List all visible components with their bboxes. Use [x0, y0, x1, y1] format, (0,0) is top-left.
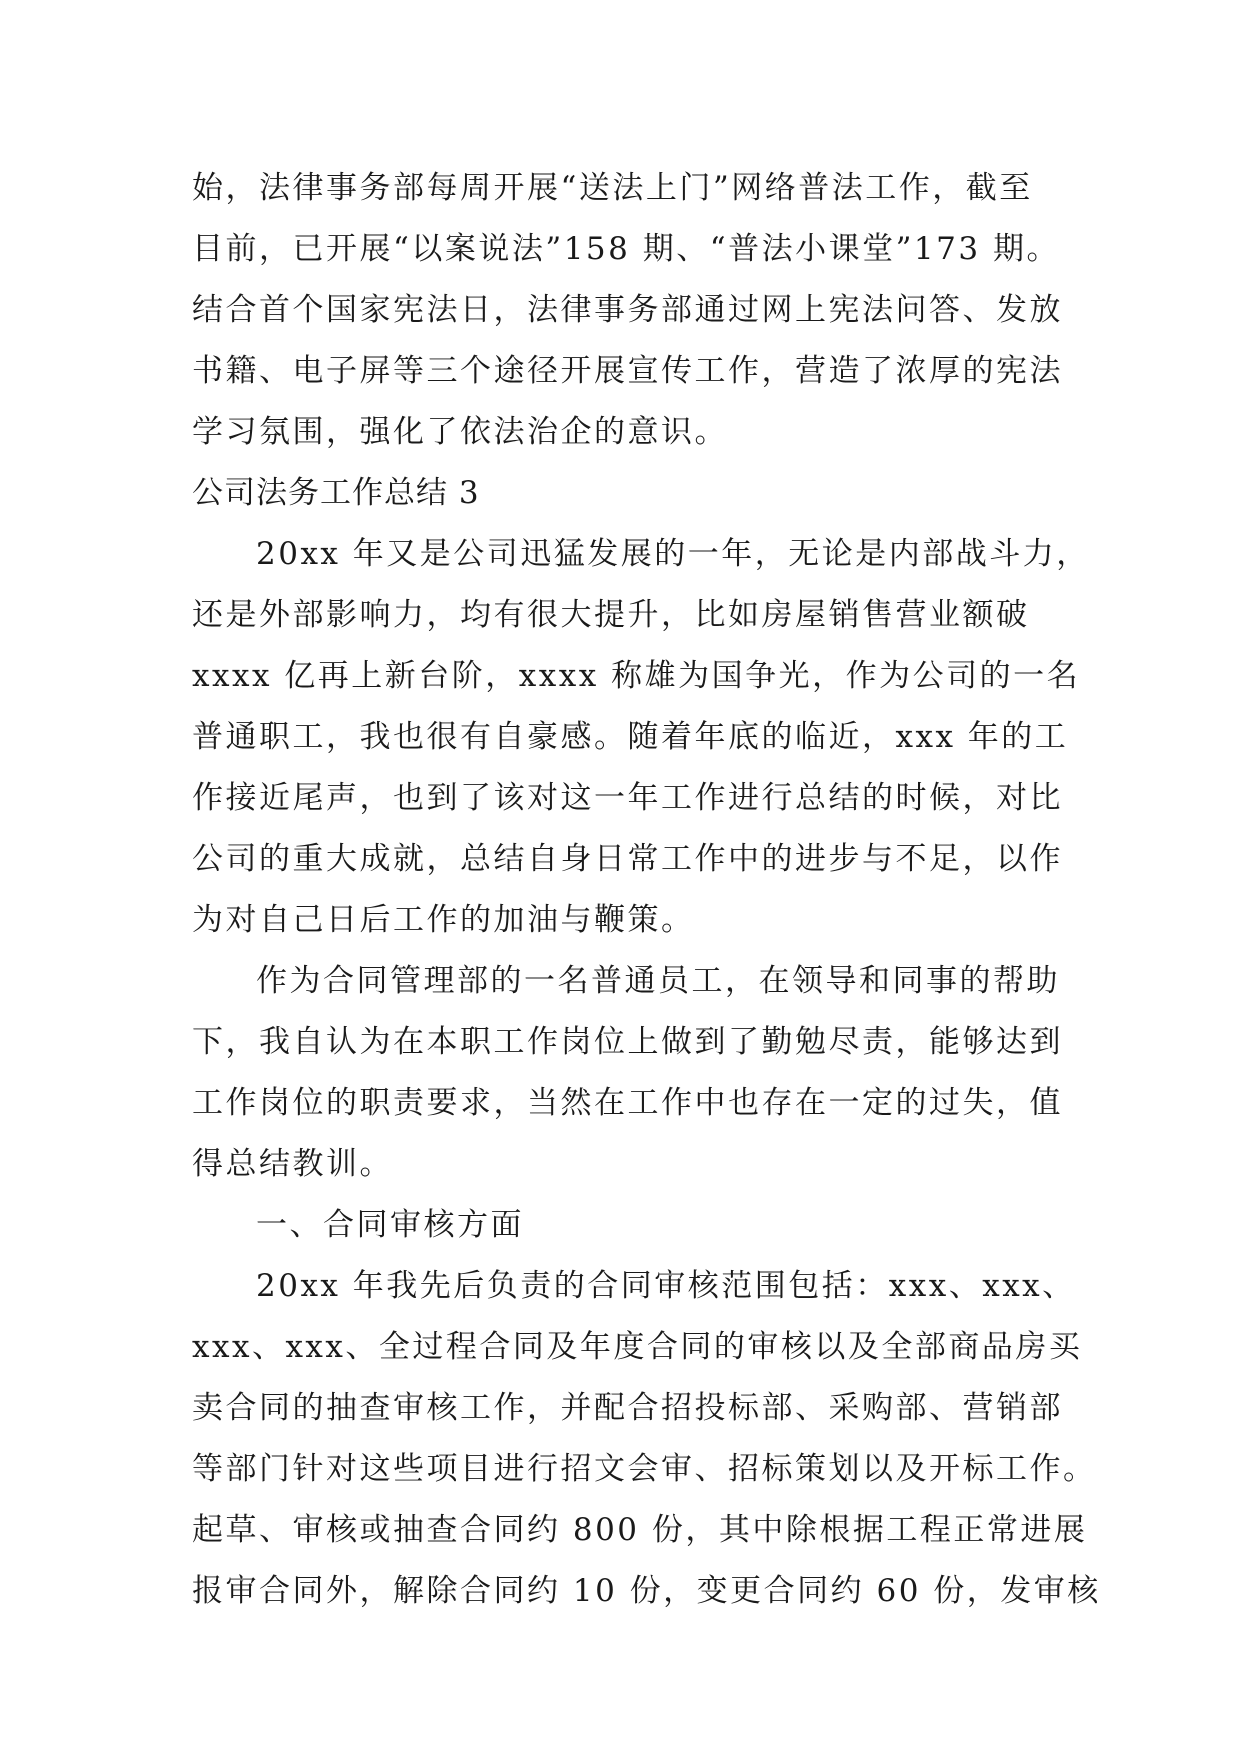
paragraph-line: 作为合同管理部的一名普通员工，在领导和同事的帮助 [256, 963, 1060, 999]
paragraph-line: 结合首个国家宪法日，法律事务部通过网上宪法问答、发放 [192, 292, 1063, 328]
paragraph-line: 20xx 年我先后负责的合同审核范围包括：xxx、xxx、 [256, 1268, 1076, 1304]
paragraph-line: 书籍、电子屏等三个途径开展宣传工作，营造了浓厚的宪法 [192, 353, 1063, 389]
paragraph-line: 报审合同外，解除合同约 10 份，变更合同约 60 份，发审核 [192, 1573, 1101, 1609]
paragraph-line: 始，法律事务部每周开展“送法上门”网络普法工作，截至 [192, 170, 1033, 206]
paragraph-line: 起草、审核或抽查合同约 800 份，其中除根据工程正常进展 [192, 1512, 1088, 1548]
paragraph-line: 目前，已开展“以案说法”158 期、“普法小课堂”173 期。 [192, 231, 1060, 267]
paragraph-line: 得总结教训。 [192, 1146, 393, 1182]
paragraph-line: 卖合同的抽查审核工作，并配合招投标部、采购部、营销部 [192, 1390, 1063, 1426]
paragraph-line: 工作岗位的职责要求，当然在工作中也存在一定的过失，值 [192, 1085, 1063, 1121]
paragraph-line: 作接近尾声，也到了该对这一年工作进行总结的时候，对比 [192, 780, 1063, 816]
paragraph-line: 普通职工，我也很有自豪感。随着年底的临近，xxx 年的工 [192, 719, 1069, 755]
paragraph-line: xxx、xxx、全过程合同及年度合同的审核以及全部商品房买 [192, 1329, 1083, 1365]
subsection-heading: 一、合同审核方面 [256, 1207, 524, 1243]
paragraph-line: 为对自己日后工作的加油与鞭策。 [192, 902, 695, 938]
section-heading: 公司法务工作总结 3 [192, 475, 480, 511]
paragraph-line: 等部门针对这些项目进行招文会审、招标策划以及开标工作。 [192, 1451, 1097, 1487]
paragraph-line: 还是外部影响力，均有很大提升，比如房屋销售营业额破 [192, 597, 1030, 633]
paragraph-line: xxxx 亿再上新台阶，xxxx 称雄为国争光，作为公司的一名 [192, 658, 1081, 694]
paragraph-line: 下，我自认为在本职工作岗位上做到了勤勉尽责，能够达到 [192, 1024, 1063, 1060]
paragraph-line: 公司的重大成就，总结自身日常工作中的进步与不足，以作 [192, 841, 1063, 877]
paragraph-line: 学习氛围，强化了依法治企的意识。 [192, 414, 728, 450]
paragraph-line: 20xx 年又是公司迅猛发展的一年，无论是内部战斗力， [256, 536, 1090, 572]
document-body [192, 158, 1101, 1622]
